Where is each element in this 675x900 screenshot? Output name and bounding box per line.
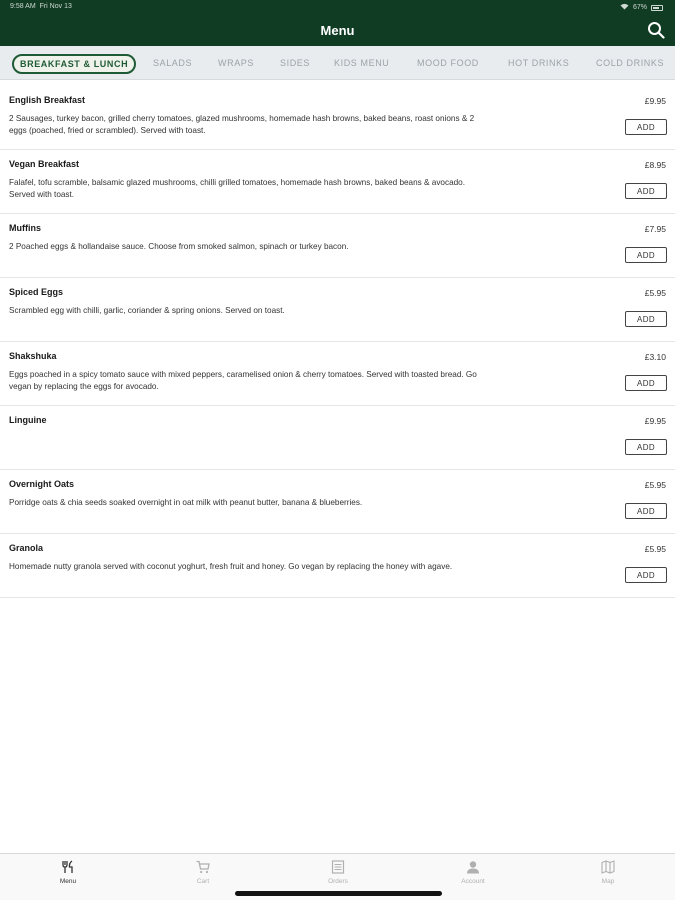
- status-right: [620, 3, 663, 12]
- cart-icon: [173, 860, 233, 874]
- wifi-icon: [620, 3, 629, 12]
- tab-hot-drinks[interactable]: HOT DRINKS: [508, 58, 570, 68]
- item-price: £5.95: [644, 288, 666, 298]
- menu-item: [0, 86, 675, 150]
- add-button[interactable]: ADD: [625, 375, 667, 391]
- item-description: Falafel, tofu scramble, balsamic glazed mushrooms, chilli grilled tomatoes, homemade hash browns, baked beans & avocado. Served with toast.: [9, 178, 466, 199]
- tabbar-orders-label: Orders: [328, 878, 348, 885]
- add-button[interactable]: ADD: [625, 183, 667, 199]
- menu-item-list: [0, 86, 675, 598]
- add-button[interactable]: ADD: [625, 247, 667, 263]
- tabbar-cart[interactable]: [173, 860, 233, 885]
- item-description: Eggs poached in a spicy tomato sauce with mixed peppers, caramelised onion & cherry tomatoes. Served with toasted bread. Go vegan by replacing the eggs for avocado.: [9, 370, 477, 391]
- item-name: Muffins: [9, 223, 41, 233]
- tabbar-account[interactable]: [443, 860, 503, 885]
- item-name: Linguine: [9, 415, 47, 425]
- item-price: £5.95: [644, 544, 666, 554]
- menu-item: [0, 214, 675, 278]
- menu-item: [0, 470, 675, 534]
- item-name: Shakshuka: [9, 351, 57, 361]
- tabbar-map[interactable]: [578, 860, 638, 885]
- map-icon: [578, 860, 638, 874]
- tab-sides[interactable]: SIDES: [280, 58, 311, 68]
- tab-cold-drinks[interactable]: COLD DRINKS: [596, 58, 665, 68]
- tabbar-orders[interactable]: [308, 860, 368, 885]
- menu-item: [0, 278, 675, 342]
- item-price: £8.95: [644, 160, 666, 170]
- item-price: £5.95: [644, 480, 666, 490]
- tabbar-menu[interactable]: [38, 860, 98, 885]
- tab-mood-food[interactable]: MOOD FOOD: [417, 58, 479, 68]
- item-description: 2 Poached eggs & hollandaise sauce. Choose from smoked salmon, spinach or turkey bacon.: [9, 242, 349, 251]
- add-button[interactable]: ADD: [625, 567, 667, 583]
- tab-kids-menu[interactable]: KIDS MENU: [334, 58, 390, 68]
- status-time: 9:58 AM: [10, 3, 36, 10]
- item-name: Overnight Oats: [9, 479, 75, 489]
- item-name: Vegan Breakfast: [9, 159, 80, 169]
- item-price: £7.95: [644, 224, 666, 234]
- battery-percent: 67%: [632, 4, 647, 11]
- home-indicator: [235, 891, 442, 896]
- status-time-date: [10, 3, 72, 10]
- menu-item: [0, 150, 675, 214]
- item-description: Scrambled egg with chilli, garlic, coriander & spring onions. Served on toast.: [9, 306, 285, 315]
- tabbar-map-label: Map: [601, 878, 615, 885]
- battery-icon: [651, 5, 663, 11]
- account-icon: [443, 860, 503, 874]
- item-price: £3.10: [644, 352, 666, 362]
- tabbar-menu-label: Menu: [59, 878, 77, 885]
- tab-wraps[interactable]: WRAPS: [218, 58, 255, 68]
- category-tabs: [0, 46, 675, 80]
- status-bar: [0, 0, 675, 14]
- item-price: £9.95: [644, 96, 666, 106]
- nav-bar: [0, 14, 675, 46]
- add-button[interactable]: ADD: [625, 119, 667, 135]
- item-name: Granola: [9, 543, 44, 553]
- tabbar-cart-label: Cart: [196, 878, 210, 885]
- item-description: Homemade nutty granola served with coconut yoghurt, fresh fruit and honey. Go vegan by replacing the honey with agave.: [9, 562, 453, 571]
- fork-knife-icon: [38, 860, 98, 874]
- tabbar-account-label: Account: [461, 878, 485, 885]
- item-name: English Breakfast: [9, 95, 86, 105]
- add-button[interactable]: ADD: [625, 439, 667, 455]
- add-button[interactable]: ADD: [625, 311, 667, 327]
- menu-item: [0, 342, 675, 406]
- tab-salads[interactable]: SALADS: [153, 58, 193, 68]
- item-name: Spiced Eggs: [9, 287, 64, 297]
- status-date: Fri Nov 13: [39, 3, 72, 10]
- item-price: £9.95: [644, 416, 666, 426]
- orders-icon: [308, 860, 368, 874]
- tab-breakfast-lunch[interactable]: BREAKFAST & LUNCH: [12, 54, 136, 74]
- item-description: Porridge oats & chia seeds soaked overnight in oat milk with peanut butter, banana & blueberries.: [9, 498, 363, 507]
- item-description: 2 Sausages, turkey bacon, grilled cherry tomatoes, glazed mushrooms, homemade hash browns, baked beans, roast onions & 2 eggs (poached, fried or scrambled). Served with toast.: [9, 114, 475, 135]
- search-icon[interactable]: [647, 21, 665, 39]
- menu-item: [0, 534, 675, 598]
- menu-item: [0, 406, 675, 470]
- page-title: Menu: [320, 23, 355, 38]
- add-button[interactable]: ADD: [625, 503, 667, 519]
